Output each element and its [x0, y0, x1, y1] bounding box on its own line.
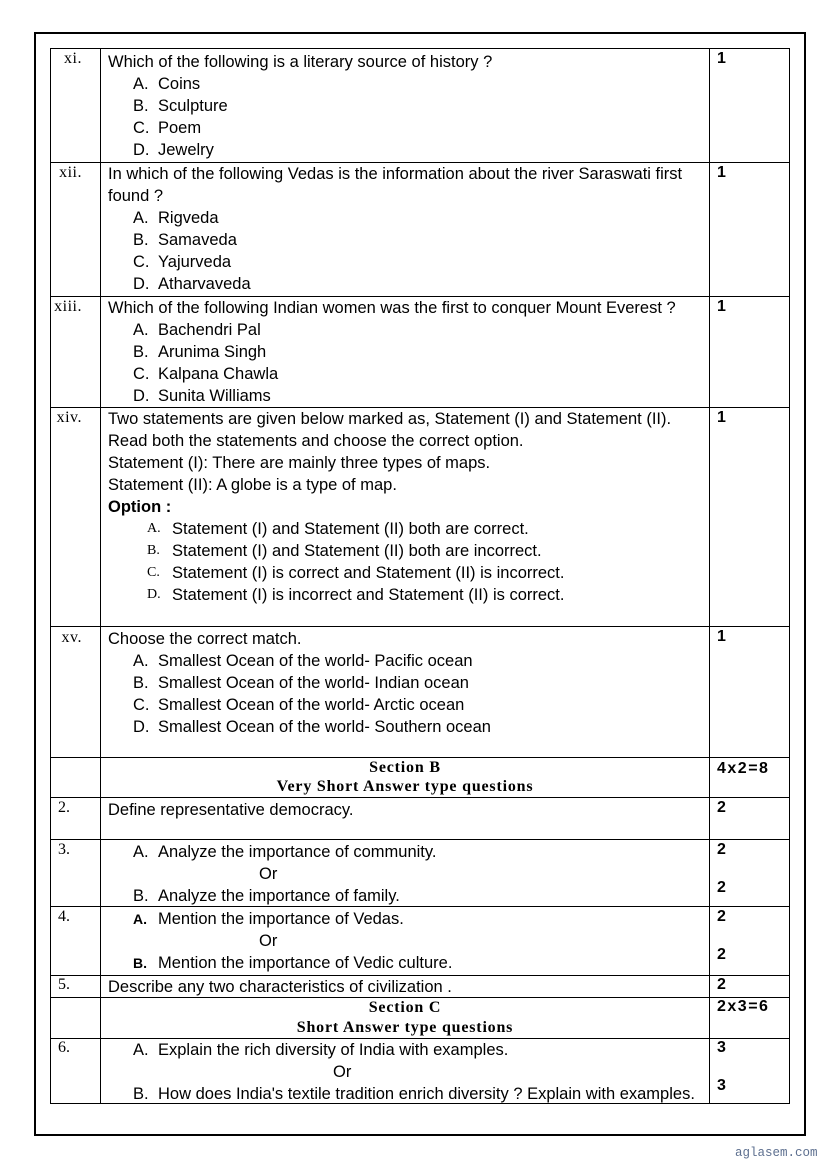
option-text: Arunima Singh [158, 343, 267, 361]
marks: 2 [717, 879, 726, 896]
watermark: aglasem.com [735, 1146, 818, 1160]
question-text: Two statements are given below marked as, Statement (I) and Statement (II). [108, 410, 672, 428]
option-b [108, 341, 705, 363]
marks: 1 [710, 163, 790, 296]
option-text: Jewelry [158, 141, 214, 159]
option-d [108, 139, 705, 161]
choice-text: How does India's textile tradition enrich diversity ? Explain with examples. [158, 1085, 695, 1103]
question-text: Which of the following is a literary source of history ? [108, 53, 493, 71]
option-letter: B. [133, 97, 149, 115]
question-number: xi. [51, 49, 101, 162]
section-c-header-row [51, 998, 790, 1039]
question-number: xv. [51, 627, 101, 757]
question-number: xiii. [51, 297, 101, 407]
choice-b [108, 885, 705, 907]
question-instruction: Read both the statements and choose the correct option. [108, 432, 524, 450]
option-c [108, 251, 705, 273]
option-text: Samaveda [158, 231, 237, 249]
marks: 1 [710, 408, 790, 626]
question-text: Which of the following Indian women was the first to conquer Mount Everest ? [108, 299, 676, 317]
number-cell-empty [51, 998, 101, 1038]
option-b [108, 95, 705, 117]
option-b [108, 229, 705, 251]
choice-a [108, 908, 705, 930]
question-table [50, 48, 790, 1104]
option-letter: A. [133, 209, 149, 227]
section-b-header-row [51, 758, 790, 798]
marks: 2 [717, 946, 726, 963]
option-heading: Option : [108, 498, 172, 516]
option-letter: B. [133, 231, 149, 249]
option-letter: C. [133, 696, 150, 714]
question-text: Define representative democracy. [108, 801, 354, 819]
option-text: Yajurveda [158, 253, 232, 271]
marks-cell [710, 1039, 790, 1103]
question-row [51, 297, 790, 408]
option-text: Bachendri Pal [158, 321, 261, 339]
option-text: Smallest Ocean of the world- Southern ocean [158, 718, 491, 736]
marks: 2 [717, 908, 726, 925]
question-body [101, 840, 710, 906]
question-row [51, 798, 790, 840]
question-body [101, 49, 710, 162]
marks: 3 [717, 1077, 726, 1094]
choice-letter: A. [133, 1041, 149, 1059]
question-number: xii. [51, 163, 101, 296]
option-text: Kalpana Chawla [158, 365, 279, 383]
option-b [108, 672, 705, 694]
question-row [51, 627, 790, 758]
marks-cell [710, 840, 790, 906]
option-letter: B. [133, 343, 149, 361]
question-body [101, 408, 710, 626]
question-row [51, 408, 790, 627]
option-text: Poem [158, 119, 202, 137]
section-marks: 2x3=6 [710, 998, 790, 1038]
statement-2: Statement (II): A globe is a type of map. [108, 476, 397, 494]
option-letter: D. [133, 141, 150, 159]
choice-a [108, 1039, 705, 1061]
question-row [51, 49, 790, 163]
question-body [101, 907, 710, 975]
option-text: Statement (I) is incorrect and Statement (II) is correct. [172, 586, 565, 604]
marks: 1 [710, 297, 790, 407]
choice-text: Analyze the importance of family. [158, 887, 400, 905]
choice-text: Mention the importance of Vedas. [158, 910, 404, 928]
section-b-heading [101, 758, 710, 797]
option-letter: D. [147, 587, 161, 602]
question-body [101, 297, 710, 407]
marks: 3 [717, 1039, 726, 1056]
option-text: Smallest Ocean of the world- Pacific ocean [158, 652, 473, 670]
question-row [51, 163, 790, 297]
question-body [101, 976, 710, 997]
question-row [51, 907, 790, 976]
choice-text: Mention the importance of Vedic culture. [158, 954, 453, 972]
question-row [51, 976, 790, 998]
option-letter: C. [133, 365, 150, 383]
option-letter: C. [147, 565, 160, 580]
question-number: 3. [51, 840, 101, 906]
option-d [108, 273, 705, 295]
or-separator: Or [259, 865, 278, 883]
question-text: Choose the correct match. [108, 630, 302, 648]
choice-text: Analyze the importance of community. [158, 843, 437, 861]
option-letter: D. [133, 387, 150, 405]
choice-a [108, 841, 705, 863]
choice-b [108, 952, 705, 974]
choice-letter: B. [133, 887, 149, 905]
question-body [101, 798, 710, 839]
question-row [51, 840, 790, 907]
choice-b [108, 1083, 705, 1105]
choice-letter: A. [133, 843, 149, 861]
question-body [101, 163, 710, 296]
option-b [108, 540, 705, 562]
choice-letter: A. [133, 911, 147, 927]
option-letter: C. [133, 119, 150, 137]
question-row [51, 1039, 790, 1104]
marks: 2 [710, 976, 790, 997]
question-text: Describe any two characteristics of civilization . [108, 978, 452, 996]
option-d [108, 385, 705, 407]
option-a [108, 73, 705, 95]
option-text: Statement (I) and Statement (II) both are correct. [172, 520, 529, 538]
section-title: Section C [368, 999, 442, 1016]
option-text: Sunita Williams [158, 387, 271, 405]
option-letter: C. [133, 253, 150, 271]
section-title: Section B [369, 759, 441, 776]
section-c-heading [101, 998, 710, 1038]
marks: 2 [710, 798, 790, 839]
option-c [108, 117, 705, 139]
question-number: 5. [51, 976, 101, 997]
question-body [101, 627, 710, 757]
option-text: Smallest Ocean of the world- Indian ocean [158, 674, 469, 692]
option-letter: A. [147, 521, 161, 536]
choice-letter: B. [133, 1085, 149, 1103]
question-number: 6. [51, 1039, 101, 1103]
marks: 1 [710, 627, 790, 757]
question-text: In which of the following Vedas is the information about the river Saraswati first found ? [108, 165, 683, 205]
option-text: Rigveda [158, 209, 219, 227]
option-letter: A. [133, 75, 149, 93]
option-text: Sculpture [158, 97, 228, 115]
or-separator: Or [333, 1063, 352, 1081]
option-a [108, 319, 705, 341]
number-cell-empty [51, 758, 101, 797]
option-d [108, 716, 705, 738]
statement-1: Statement (I): There are mainly three types of maps. [108, 454, 491, 472]
option-text: Statement (I) is correct and Statement (II) is incorrect. [172, 564, 565, 582]
question-number: 4. [51, 907, 101, 975]
question-body [101, 1039, 710, 1103]
section-subtitle: Very Short Answer type questions [276, 778, 534, 795]
question-number: 2. [51, 798, 101, 839]
option-text: Atharvaveda [158, 275, 251, 293]
marks: 2 [717, 841, 726, 858]
option-text: Coins [158, 75, 201, 93]
option-c [108, 363, 705, 385]
option-letter: A. [133, 652, 149, 670]
option-letter: B. [147, 543, 160, 558]
choice-letter: B. [133, 955, 147, 971]
marks: 1 [710, 49, 790, 162]
option-letter: D. [133, 275, 150, 293]
option-letter: A. [133, 321, 149, 339]
option-text: Statement (I) and Statement (II) both are incorrect. [172, 542, 542, 560]
option-letter: B. [133, 674, 149, 692]
question-number: xiv. [51, 408, 101, 626]
choice-text: Explain the rich diversity of India with examples. [158, 1041, 509, 1059]
option-a [108, 650, 705, 672]
option-d [108, 584, 705, 606]
option-a [108, 518, 705, 540]
or-separator: Or [259, 932, 278, 950]
option-text: Smallest Ocean of the world- Arctic ocean [158, 696, 465, 714]
option-c [108, 562, 705, 584]
option-letter: D. [133, 718, 150, 736]
option-c [108, 694, 705, 716]
option-a [108, 207, 705, 229]
section-subtitle: Short Answer type questions [296, 1019, 514, 1036]
marks-cell [710, 907, 790, 975]
section-marks: 4x2=8 [710, 758, 790, 797]
